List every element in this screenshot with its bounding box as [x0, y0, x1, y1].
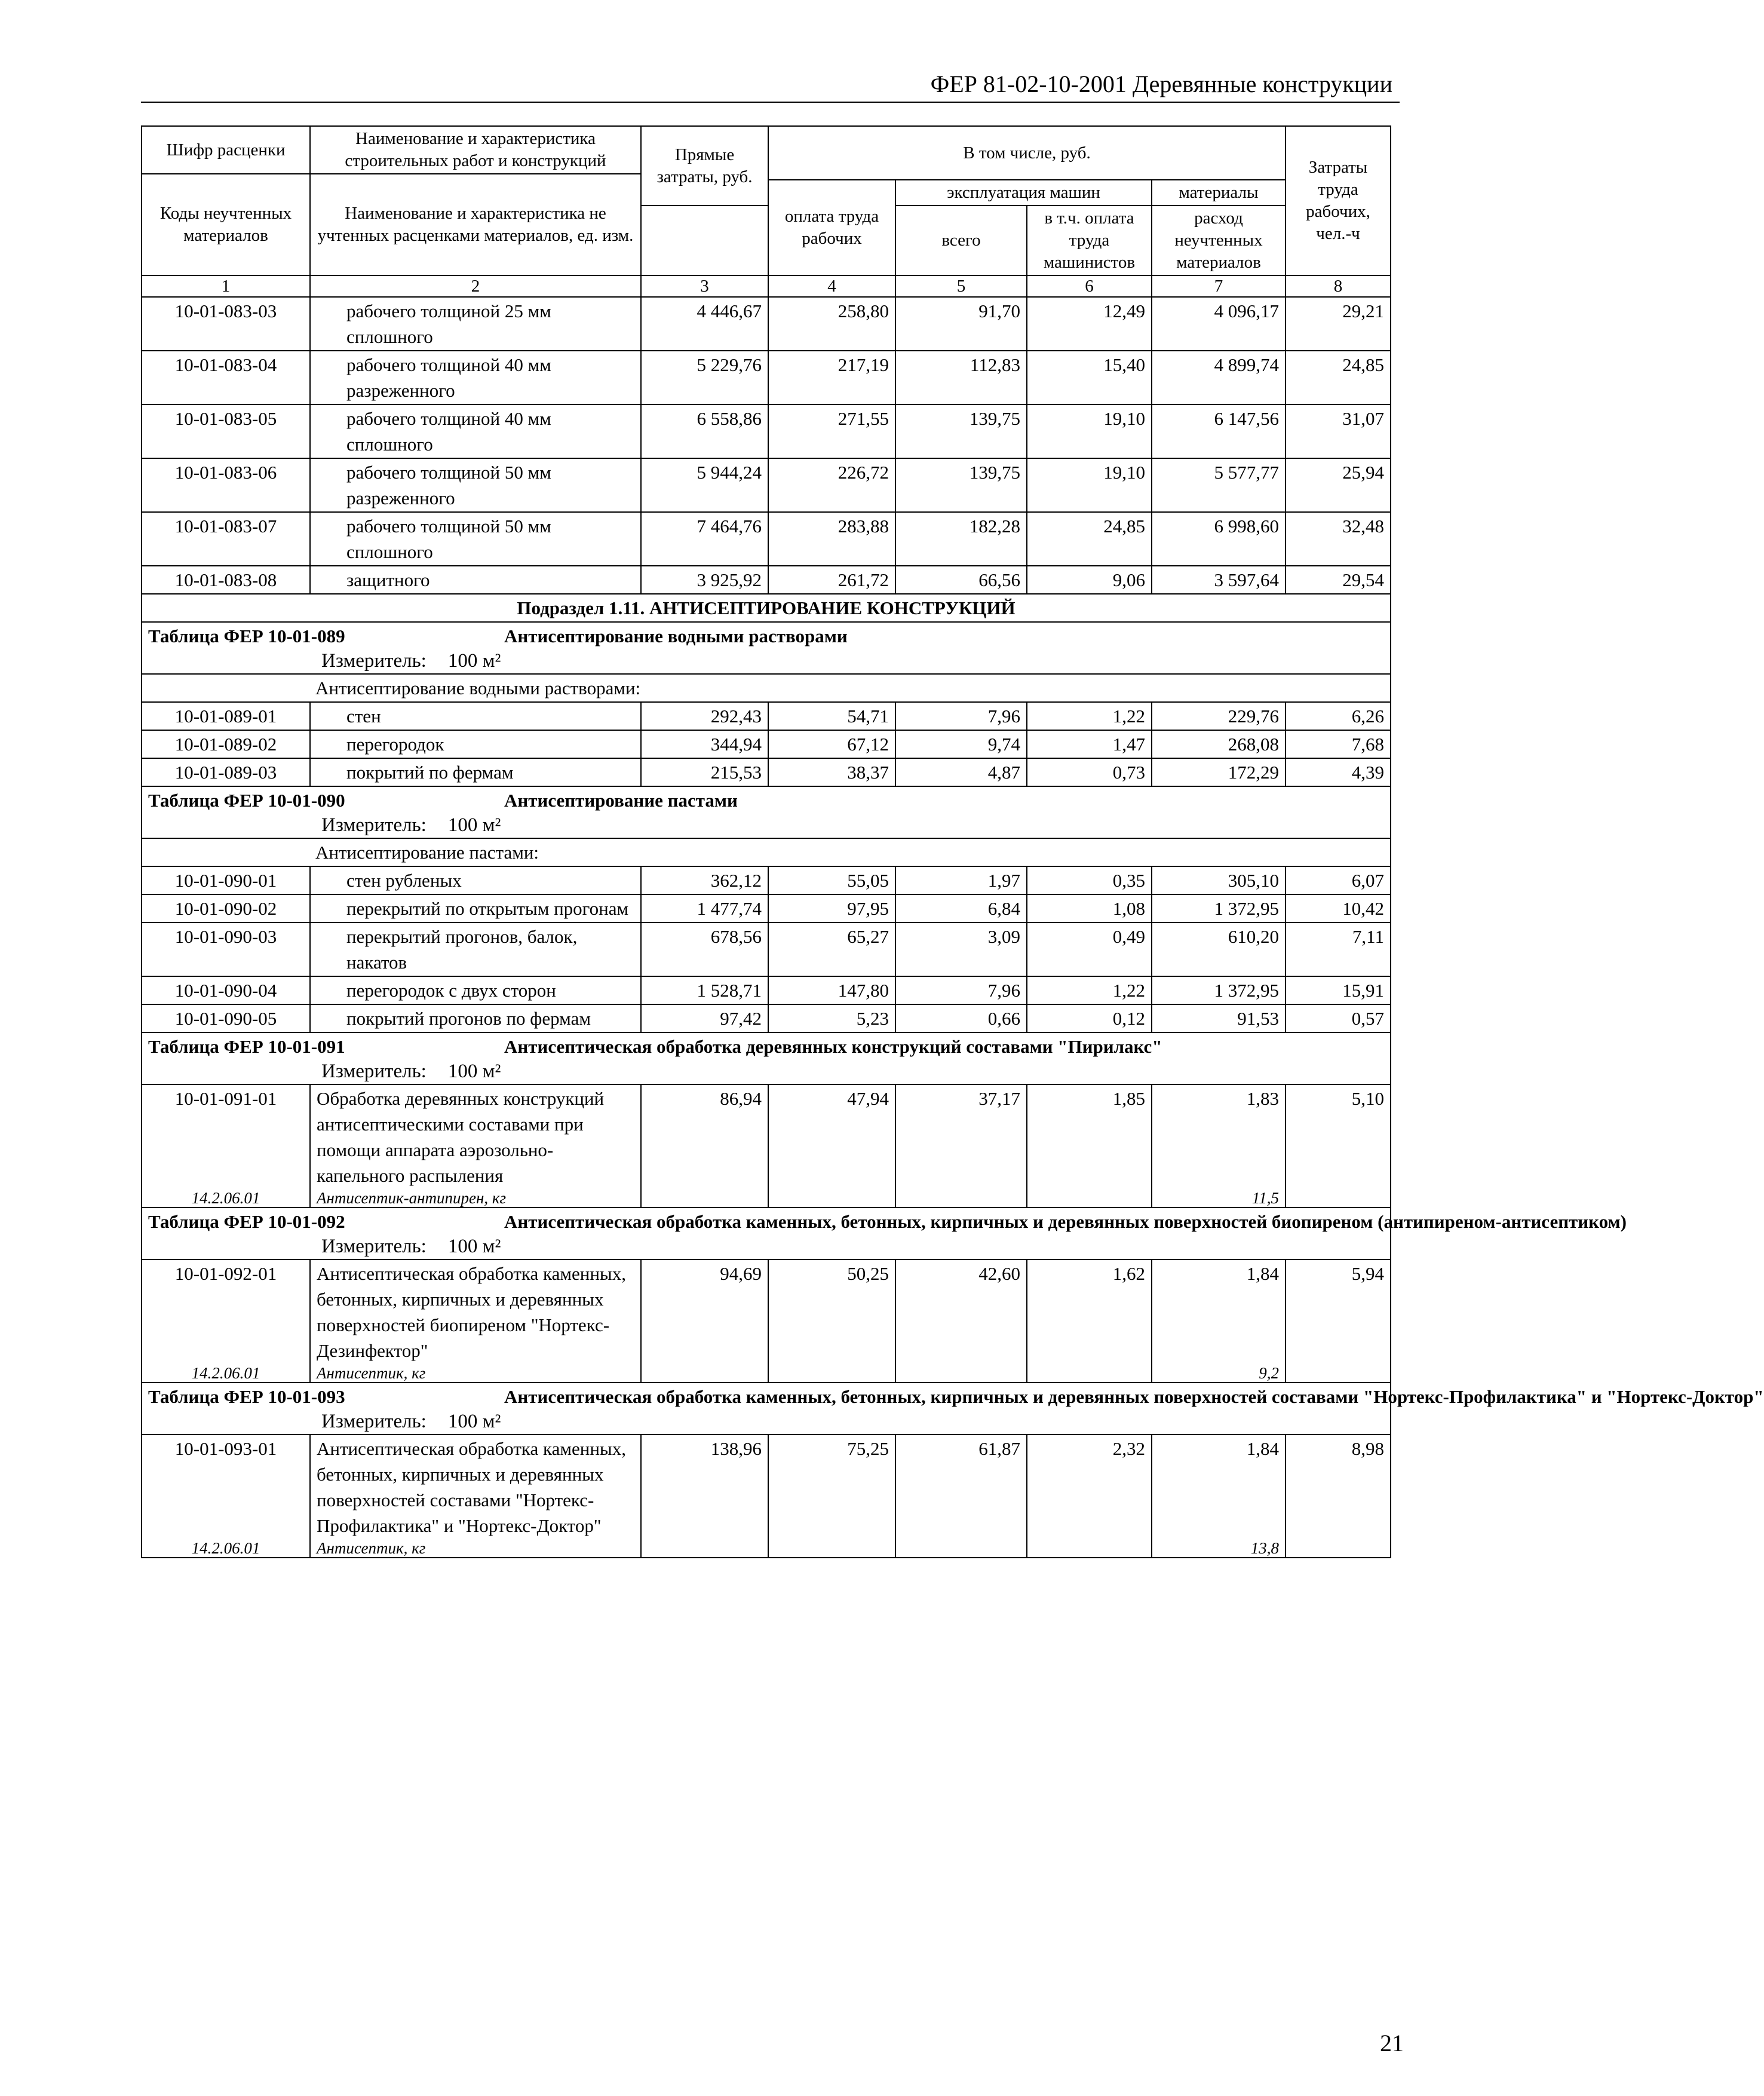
labor-hours: 31,07 — [1286, 405, 1391, 458]
material-code: 14.2.06.01 — [142, 1539, 310, 1558]
direct-cost: 1 528,71 — [641, 976, 768, 1004]
rate-name: защитного — [310, 566, 641, 594]
rate-name: покрытий по фермам — [310, 758, 641, 786]
labor-hours: 5,10 — [1286, 1084, 1391, 1208]
rate-code: 10-01-093-01 — [142, 1435, 310, 1539]
machine-cost: 1,97 — [895, 866, 1027, 894]
material-cost: 1 372,95 — [1152, 894, 1286, 923]
direct-cost: 292,43 — [641, 702, 768, 730]
table-number: Таблица ФЕР 10-01-092 — [148, 1211, 345, 1232]
machine-cost: 182,28 — [895, 512, 1027, 566]
table-row — [142, 730, 1391, 758]
labor-hours: 24,85 — [1286, 351, 1391, 405]
table-number: Таблица ФЕР 10-01-090 — [148, 790, 345, 811]
rate-name: стен рубленых — [310, 866, 641, 894]
table-row — [142, 894, 1391, 923]
machinist-cost: 1,22 — [1027, 976, 1152, 1004]
machinist-cost: 2,32 — [1027, 1435, 1152, 1558]
machinist-cost: 24,85 — [1027, 512, 1152, 566]
machinist-cost: 0,35 — [1027, 866, 1152, 894]
table-row — [142, 1260, 1391, 1364]
col6-header: в т.ч. оплата труда машинистов — [1027, 206, 1152, 275]
labor-cost: 50,25 — [768, 1260, 895, 1383]
machine-cost: 37,17 — [895, 1084, 1027, 1208]
table-number: Таблица ФЕР 10-01-089 — [148, 626, 345, 646]
measure-label: Измеритель: — [321, 814, 427, 836]
machine-cost: 139,75 — [895, 458, 1027, 512]
col-number: 3 — [641, 275, 768, 297]
machine-cost: 0,66 — [895, 1004, 1027, 1032]
material-cost: 1,83 — [1152, 1084, 1286, 1189]
measure — [148, 1409, 1384, 1433]
table-row — [142, 512, 1391, 566]
table-name: Антисептическая обработка каменных, бетонных, кирпичных и деревянных поверхностей составами "Нортекс-Профилактика" и "Нортекс-Доктор" — [504, 1386, 1764, 1407]
measure — [148, 1234, 1384, 1258]
col2-header-top: Наименование и характеристика строительных работ и конструкций — [310, 126, 641, 174]
machinist-cost: 1,62 — [1027, 1260, 1152, 1383]
document-title: ФЕР 81-02-10-2001 Деревянные конструкции — [930, 71, 1392, 97]
table-number: Таблица ФЕР 10-01-093 — [148, 1386, 345, 1407]
rate-code: 10-01-090-02 — [142, 894, 310, 923]
measure — [148, 813, 1384, 837]
material-cost: 610,20 — [1152, 923, 1286, 976]
labor-cost: 271,55 — [768, 405, 895, 458]
table-number: Таблица ФЕР 10-01-091 — [148, 1036, 345, 1057]
labor-hours: 7,68 — [1286, 730, 1391, 758]
machine-cost: 7,96 — [895, 702, 1027, 730]
table-row — [142, 976, 1391, 1004]
group-caption: Антисептирование водными растворами: — [142, 674, 1391, 702]
col4-header: оплата труда рабочих — [768, 180, 895, 275]
measure-unit: 100 м² — [447, 1236, 501, 1257]
direct-cost: 362,12 — [641, 866, 768, 894]
table-row — [142, 351, 1391, 405]
machinist-cost: 19,10 — [1027, 405, 1152, 458]
rate-name: рабочего толщиной 40 мм сплошного — [310, 405, 641, 458]
table-header-093 — [142, 1383, 1764, 1435]
rate-code: 10-01-090-04 — [142, 976, 310, 1004]
labor-hours: 4,39 — [1286, 758, 1391, 786]
table-row — [142, 1084, 1391, 1189]
col8-header: Затраты труда рабочих, чел.-ч — [1286, 126, 1391, 275]
machine-cost: 112,83 — [895, 351, 1027, 405]
machine-cost: 7,96 — [895, 976, 1027, 1004]
rate-code: 10-01-083-04 — [142, 351, 310, 405]
machinist-cost: 1,47 — [1027, 730, 1152, 758]
col-number: 7 — [1152, 275, 1286, 297]
rate-name: Антисептическая обработка каменных, бетонных, кирпичных и деревянных поверхностей биопиреном "Нортекс-Дезинфектор" — [310, 1260, 641, 1364]
measure-label: Измеритель: — [321, 1061, 427, 1082]
direct-cost: 1 477,74 — [641, 894, 768, 923]
measure-unit: 100 м² — [447, 1411, 501, 1432]
labor-cost: 55,05 — [768, 866, 895, 894]
machine-cost: 66,56 — [895, 566, 1027, 594]
labor-cost: 67,12 — [768, 730, 895, 758]
material-cost: 1,84 — [1152, 1435, 1286, 1539]
machine-cost: 6,84 — [895, 894, 1027, 923]
rate-code: 10-01-083-07 — [142, 512, 310, 566]
material-cost: 6 998,60 — [1152, 512, 1286, 566]
measure-label: Измеритель: — [321, 650, 427, 672]
machines-header: эксплуатация машин — [895, 180, 1152, 206]
direct-cost: 6 558,86 — [641, 405, 768, 458]
group-header: В том числе, руб. — [768, 126, 1286, 180]
rate-name: покрытий прогонов по фермам — [310, 1004, 641, 1032]
rate-name: рабочего толщиной 50 мм разреженного — [310, 458, 641, 512]
labor-cost: 258,80 — [768, 297, 895, 351]
rate-name: перекрытий по открытым прогонам — [310, 894, 641, 923]
direct-cost: 7 464,76 — [641, 512, 768, 566]
rate-name: стен — [310, 702, 641, 730]
labor-cost: 5,23 — [768, 1004, 895, 1032]
machinist-cost: 0,49 — [1027, 923, 1152, 976]
machine-cost: 61,87 — [895, 1435, 1027, 1558]
direct-cost: 215,53 — [641, 758, 768, 786]
labor-hours: 7,11 — [1286, 923, 1391, 976]
direct-cost: 97,42 — [641, 1004, 768, 1032]
rate-name: рабочего толщиной 25 мм сплошного — [310, 297, 641, 351]
material-code: 14.2.06.01 — [142, 1364, 310, 1383]
rate-name: рабочего толщиной 40 мм разреженного — [310, 351, 641, 405]
direct-cost: 94,69 — [641, 1260, 768, 1383]
material-cost: 172,29 — [1152, 758, 1286, 786]
table-row — [142, 405, 1391, 458]
material-cost: 268,08 — [1152, 730, 1286, 758]
table-row — [142, 297, 1391, 351]
labor-hours: 10,42 — [1286, 894, 1391, 923]
labor-hours: 0,57 — [1286, 1004, 1391, 1032]
rate-code: 10-01-089-02 — [142, 730, 310, 758]
material-cost: 229,76 — [1152, 702, 1286, 730]
machinist-cost: 15,40 — [1027, 351, 1152, 405]
material-cost: 305,10 — [1152, 866, 1286, 894]
table-name: Антисептическая обработка каменных, бетонных, кирпичных и деревянных поверхностей биопиреном (антипиреном-антисептиком) — [504, 1211, 1627, 1232]
col-number: 6 — [1027, 275, 1152, 297]
machinist-cost: 12,49 — [1027, 297, 1152, 351]
machine-cost: 9,74 — [895, 730, 1027, 758]
direct-cost: 3 925,92 — [641, 566, 768, 594]
table-row — [142, 758, 1391, 786]
material-cost: 91,53 — [1152, 1004, 1286, 1032]
rate-name: перекрытий прогонов, балок, накатов — [310, 923, 641, 976]
table-header-092 — [142, 1208, 1627, 1260]
col1-header-bottom: Коды неучтенных материалов — [142, 174, 310, 275]
labor-cost: 75,25 — [768, 1435, 895, 1558]
labor-cost: 65,27 — [768, 923, 895, 976]
rate-code: 10-01-083-08 — [142, 566, 310, 594]
rate-name: перегородок — [310, 730, 641, 758]
material-qty: 9,2 — [1152, 1364, 1286, 1383]
rate-name: рабочего толщиной 50 мм сплошного — [310, 512, 641, 566]
labor-hours: 8,98 — [1286, 1435, 1391, 1558]
labor-hours: 32,48 — [1286, 512, 1391, 566]
labor-hours: 25,94 — [1286, 458, 1391, 512]
labor-hours: 15,91 — [1286, 976, 1391, 1004]
col5-header: всего — [895, 206, 1027, 275]
machinist-cost: 0,12 — [1027, 1004, 1152, 1032]
table-row — [142, 866, 1391, 894]
labor-cost: 97,95 — [768, 894, 895, 923]
measure-unit: 100 м² — [447, 1061, 501, 1082]
rate-code: 10-01-090-01 — [142, 866, 310, 894]
material-cost: 1,84 — [1152, 1260, 1286, 1364]
col-number: 2 — [310, 275, 641, 297]
subsection-title: Подраздел 1.11. АНТИСЕПТИРОВАНИЕ КОНСТРУКЦИЙ — [142, 594, 1391, 622]
rate-code: 10-01-090-05 — [142, 1004, 310, 1032]
rate-code: 10-01-083-06 — [142, 458, 310, 512]
machinist-cost: 1,85 — [1027, 1084, 1152, 1208]
machine-cost: 139,75 — [895, 405, 1027, 458]
material-cost: 6 147,56 — [1152, 405, 1286, 458]
table-name: Антисептирование водными растворами — [504, 626, 848, 646]
col-number: 4 — [768, 275, 895, 297]
machinist-cost: 19,10 — [1027, 458, 1152, 512]
direct-cost: 86,94 — [641, 1084, 768, 1208]
page-header — [141, 67, 1400, 103]
rate-name: перегородок с двух сторон — [310, 976, 641, 1004]
col-number: 8 — [1286, 275, 1391, 297]
table-header-090 — [142, 786, 1391, 838]
rates-table — [141, 125, 1764, 1558]
table-row — [142, 566, 1391, 594]
rate-code: 10-01-091-01 — [142, 1084, 310, 1189]
machinist-cost: 1,22 — [1027, 702, 1152, 730]
col1-header-top: Шифр расценки — [142, 126, 310, 174]
rate-name: Обработка деревянных конструкций антисептическими составами при помощи аппарата аэрозольно-капельного распыления — [310, 1084, 641, 1189]
machine-cost: 4,87 — [895, 758, 1027, 786]
measure-unit: 100 м² — [447, 814, 501, 836]
labor-cost: 226,72 — [768, 458, 895, 512]
rate-code: 10-01-089-01 — [142, 702, 310, 730]
direct-cost: 5 944,24 — [641, 458, 768, 512]
col-number: 5 — [895, 275, 1027, 297]
machine-cost: 91,70 — [895, 297, 1027, 351]
labor-cost: 47,94 — [768, 1084, 895, 1208]
materials-header: материалы — [1152, 180, 1286, 206]
table-row — [142, 1004, 1391, 1032]
labor-hours: 29,21 — [1286, 297, 1391, 351]
table-row — [142, 1435, 1391, 1539]
material-qty: 13,8 — [1152, 1539, 1286, 1558]
rate-code: 10-01-090-03 — [142, 923, 310, 976]
material-name: Антисептик-антипирен, кг — [310, 1189, 641, 1208]
labor-cost: 217,19 — [768, 351, 895, 405]
material-qty: 11,5 — [1152, 1189, 1286, 1208]
labor-cost: 283,88 — [768, 512, 895, 566]
col-number: 1 — [142, 275, 310, 297]
material-cost: 1 372,95 — [1152, 976, 1286, 1004]
labor-hours: 29,54 — [1286, 566, 1391, 594]
page-number: 21 — [1380, 2030, 1404, 2057]
table-row — [142, 923, 1391, 976]
material-cost: 5 577,77 — [1152, 458, 1286, 512]
machinist-cost: 0,73 — [1027, 758, 1152, 786]
direct-cost: 344,94 — [641, 730, 768, 758]
col3-header: Прямые затраты, руб. — [641, 126, 768, 206]
labor-hours: 5,94 — [1286, 1260, 1391, 1383]
table-header-091 — [142, 1032, 1391, 1084]
machine-cost: 3,09 — [895, 923, 1027, 976]
material-cost: 3 597,64 — [1152, 566, 1286, 594]
machine-cost: 42,60 — [895, 1260, 1027, 1383]
labor-cost: 147,80 — [768, 976, 895, 1004]
col3-header-spacer — [641, 206, 768, 275]
rate-code: 10-01-089-03 — [142, 758, 310, 786]
material-name: Антисептик, кг — [310, 1364, 641, 1383]
rate-code: 10-01-092-01 — [142, 1260, 310, 1364]
col7-header: расход неучтенных материалов — [1152, 206, 1286, 275]
labor-cost: 261,72 — [768, 566, 895, 594]
material-cost: 4 096,17 — [1152, 297, 1286, 351]
material-cost: 4 899,74 — [1152, 351, 1286, 405]
measure-label: Измеритель: — [321, 1411, 427, 1432]
direct-cost: 5 229,76 — [641, 351, 768, 405]
table-header-089 — [142, 622, 1391, 674]
labor-hours: 6,07 — [1286, 866, 1391, 894]
measure — [148, 649, 1384, 673]
measure-label: Измеритель: — [321, 1236, 427, 1257]
direct-cost: 678,56 — [641, 923, 768, 976]
direct-cost: 138,96 — [641, 1435, 768, 1558]
table-row — [142, 458, 1391, 512]
direct-cost: 4 446,67 — [641, 297, 768, 351]
table-row — [142, 702, 1391, 730]
measure — [148, 1059, 1384, 1083]
material-code: 14.2.06.01 — [142, 1189, 310, 1208]
measure-unit: 100 м² — [447, 650, 501, 672]
rate-code: 10-01-083-03 — [142, 297, 310, 351]
machinist-cost: 1,08 — [1027, 894, 1152, 923]
col2-header-bottom: Наименование и характеристика не учтенных расценками материалов, ед. изм. — [310, 174, 641, 275]
material-name: Антисептик, кг — [310, 1539, 641, 1558]
table-name: Антисептирование пастами — [504, 790, 738, 811]
column-numbers-row — [142, 275, 1391, 297]
group-caption: Антисептирование пастами: — [142, 838, 1391, 866]
labor-cost: 38,37 — [768, 758, 895, 786]
table-name: Антисептическая обработка деревянных конструкций составами "Пирилакс" — [504, 1036, 1162, 1057]
labor-cost: 54,71 — [768, 702, 895, 730]
rate-code: 10-01-083-05 — [142, 405, 310, 458]
machinist-cost: 9,06 — [1027, 566, 1152, 594]
rate-name: Антисептическая обработка каменных, бетонных, кирпичных и деревянных поверхностей составами "Нортекс-Профилактика" и "Нортекс-Доктор" — [310, 1435, 641, 1539]
labor-hours: 6,26 — [1286, 702, 1391, 730]
